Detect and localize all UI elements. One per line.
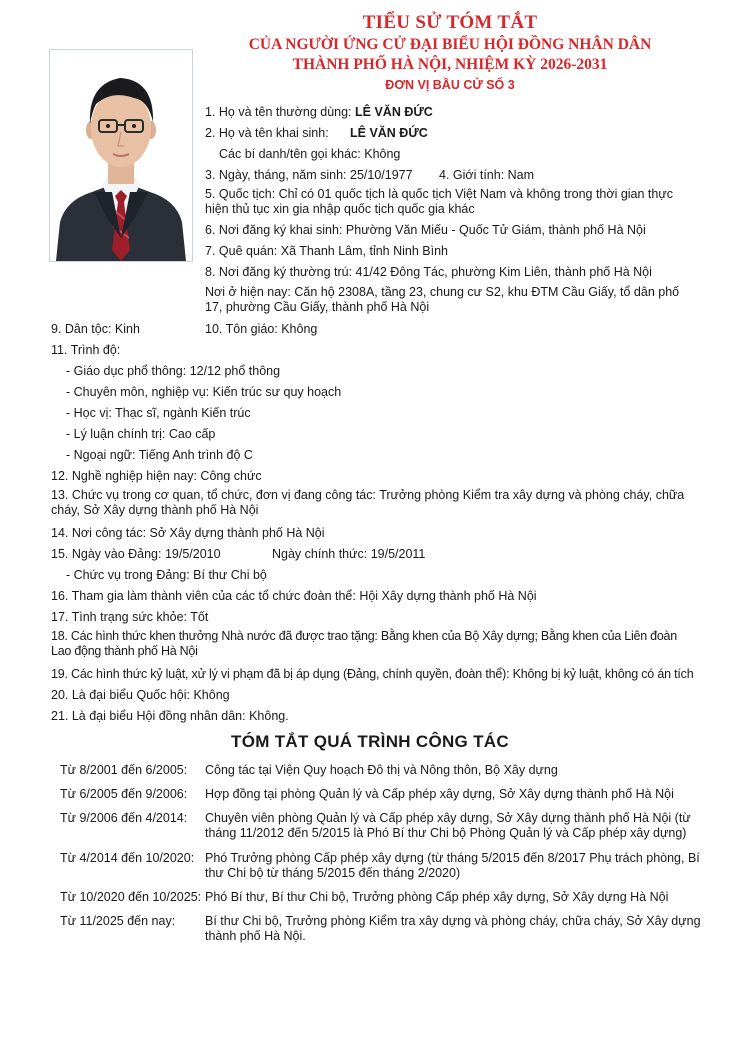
birth-name-label: 2. Họ và tên khai sinh: (205, 126, 329, 140)
organizations: 16. Tham gia làm thành viên của các tổ chức đoàn thể: Hội Xây dựng thành phố Hà Nội (51, 589, 537, 603)
occupation: 12. Nghề nghiệp hiện nay: Công chức (51, 469, 262, 483)
current-address: Nơi ở hiện nay: Căn hộ 2308A, tầng 23, chung cư S2, khu ĐTM Cầu Giấy, tổ dân phố 17, phường Cầu Giấy, thành phố Hà Nội (205, 285, 680, 314)
work-description: Công tác tại Viện Quy hoạch Đô thị và Nông thôn, Bộ Xây dựng (205, 763, 558, 777)
permanent-residence: 8. Nơi đăng ký thường trú: 41/42 Đông Tác, phường Kim Liên, thành phố Hà Nội (205, 265, 652, 279)
education-title: 11. Trình độ: (51, 343, 121, 357)
birth-name-value (350, 126, 428, 141)
work-history-title: TÓM TẮT QUÁ TRÌNH CÔNG TÁC (231, 732, 509, 751)
workplace: 14. Nơi công tác: Sở Xây dựng thành phố Hà Nội (51, 526, 325, 540)
candidate-photo (49, 49, 193, 262)
national-assembly-delegate: 20. Là đại biểu Quốc hội: Không (51, 688, 230, 702)
work-period: Từ 6/2005 đến 9/2006: (60, 787, 188, 801)
work-period: Từ 4/2014 đến 10/2020: (60, 851, 195, 865)
work-period: Từ 8/2001 đến 6/2005: (60, 763, 188, 777)
date-of-birth: 3. Ngày, tháng, năm sinh: 25/10/1977 (205, 168, 413, 182)
document-title: TIỂU SỬ TÓM TẮT (362, 12, 538, 33)
education-item: - Học vị: Thạc sĩ, ngành Kiến trúc (66, 406, 251, 420)
work-description: Phó Trưởng phòng Cấp phép xây dựng (từ tháng 5/2015 đến 8/2017 Phụ trách phòng, Bí thư Chi bộ từ tháng 5/2015 đến tháng 2/2020) (205, 851, 700, 880)
birth-registration: 6. Nơi đăng ký khai sinh: Phường Văn Miếu - Quốc Tử Giám, thành phố Hà Nội (205, 223, 646, 237)
council-delegate: 21. Là đại biểu Hội đồng nhân dân: Không. (51, 709, 289, 723)
portrait-image (50, 50, 192, 261)
work-period: Từ 11/2025 đến nay: (60, 914, 176, 928)
work-period: Từ 10/2020 đến 10/2025: (60, 890, 202, 904)
common-name-label: 1. Họ và tên thường dùng: (205, 105, 352, 119)
ethnicity: 9. Dân tộc: Kinh (51, 322, 140, 336)
education-item: - Chuyên môn, nghiệp vụ: Kiến trúc sư quy hoạch (66, 385, 342, 399)
party-official-date: Ngày chính thức: 19/5/2011 (272, 547, 426, 561)
nationality: 5. Quốc tịch: Chỉ có 01 quốc tịch là quốc tịch Việt Nam và không trong thời gian thực hiện thủ tục xin gia nhập quốc tịch quốc gia khác (205, 187, 673, 216)
education-item: - Giáo dục phổ thông: 12/12 phổ thông (66, 364, 281, 378)
religion: 10. Tôn giáo: Không (205, 322, 318, 336)
health-status: 17. Tình trạng sức khỏe: Tốt (51, 610, 209, 624)
document-subtitle: CỦA NGƯỜI ỨNG CỬ ĐẠI BIỂU HỘI ĐỒNG NHÂN DÂN (248, 36, 652, 53)
document-subtitle-term: THÀNH PHỐ HÀ NỘI, NHIỆM KỲ 2026-2031 (292, 56, 608, 73)
common-name-value: LÊ VĂN ĐỨC (355, 105, 433, 119)
gender: 4. Giới tính: Nam (439, 168, 535, 182)
electoral-unit: ĐƠN VỊ BẦU CỬ SỐ 3 (385, 78, 515, 92)
work-description: Hợp đồng tại phòng Quản lý và Cấp phép xây dựng, Sở Xây dựng thành phố Hà Nội (205, 787, 674, 801)
work-description: Chuyên viên phòng Quản lý và Cấp phép xây dựng, Sở Xây dựng thành phố Hà Nội (từ tháng 11/2012 đến 5/2015 là Phó Bí thư Chi bộ Phòng Quản lý và Cấp phép xây dựng) (205, 811, 691, 840)
hometown: 7. Quê quán: Xã Thanh Lâm, tỉnh Ninh Bình (205, 244, 448, 258)
aliases: Các bí danh/tên gọi khác: Không (219, 147, 401, 161)
current-position: 13. Chức vụ trong cơ quan, tổ chức, đơn vị đang công tác: Trưởng phòng Kiểm tra xây dựng và phòng cháy, chữa cháy, Sở Xây dựng thành phố Hà Nội (51, 488, 685, 517)
awards: 18. Các hình thức khen thưởng Nhà nước đã được trao tặng: Bằng khen của Bộ Xây dựng; Bằng khen của Liên đoàn Lao động thành phố Hà Nội (51, 629, 677, 658)
education-item: - Ngoại ngữ: Tiếng Anh trình độ C (66, 448, 253, 462)
birth-name-text: LÊ VĂN ĐỨC (350, 126, 428, 140)
discipline: 19. Các hình thức kỷ luật, xử lý vi phạm đã bị áp dụng (Đảng, chính quyền, đoàn thể): Không bị kỷ luật, không có án tích (51, 667, 694, 681)
party-join-date: 15. Ngày vào Đảng: 19/5/2010 (51, 547, 221, 561)
party-position: - Chức vụ trong Đảng: Bí thư Chi bộ (66, 568, 267, 582)
common-name-row (205, 105, 433, 120)
work-description: Bí thư Chi bộ, Trưởng phòng Kiểm tra xây dựng và phòng cháy, chữa cháy, Sở Xây dựng thành phố Hà Nội. (205, 914, 701, 943)
work-description: Phó Bí thư, Bí thư Chi bộ, Trưởng phòng Cấp phép xây dựng, Sở Xây dựng Hà Nội (205, 890, 669, 904)
education-item: - Lý luận chính trị: Cao cấp (66, 427, 216, 441)
work-period: Từ 9/2006 đến 4/2014: (60, 811, 188, 825)
